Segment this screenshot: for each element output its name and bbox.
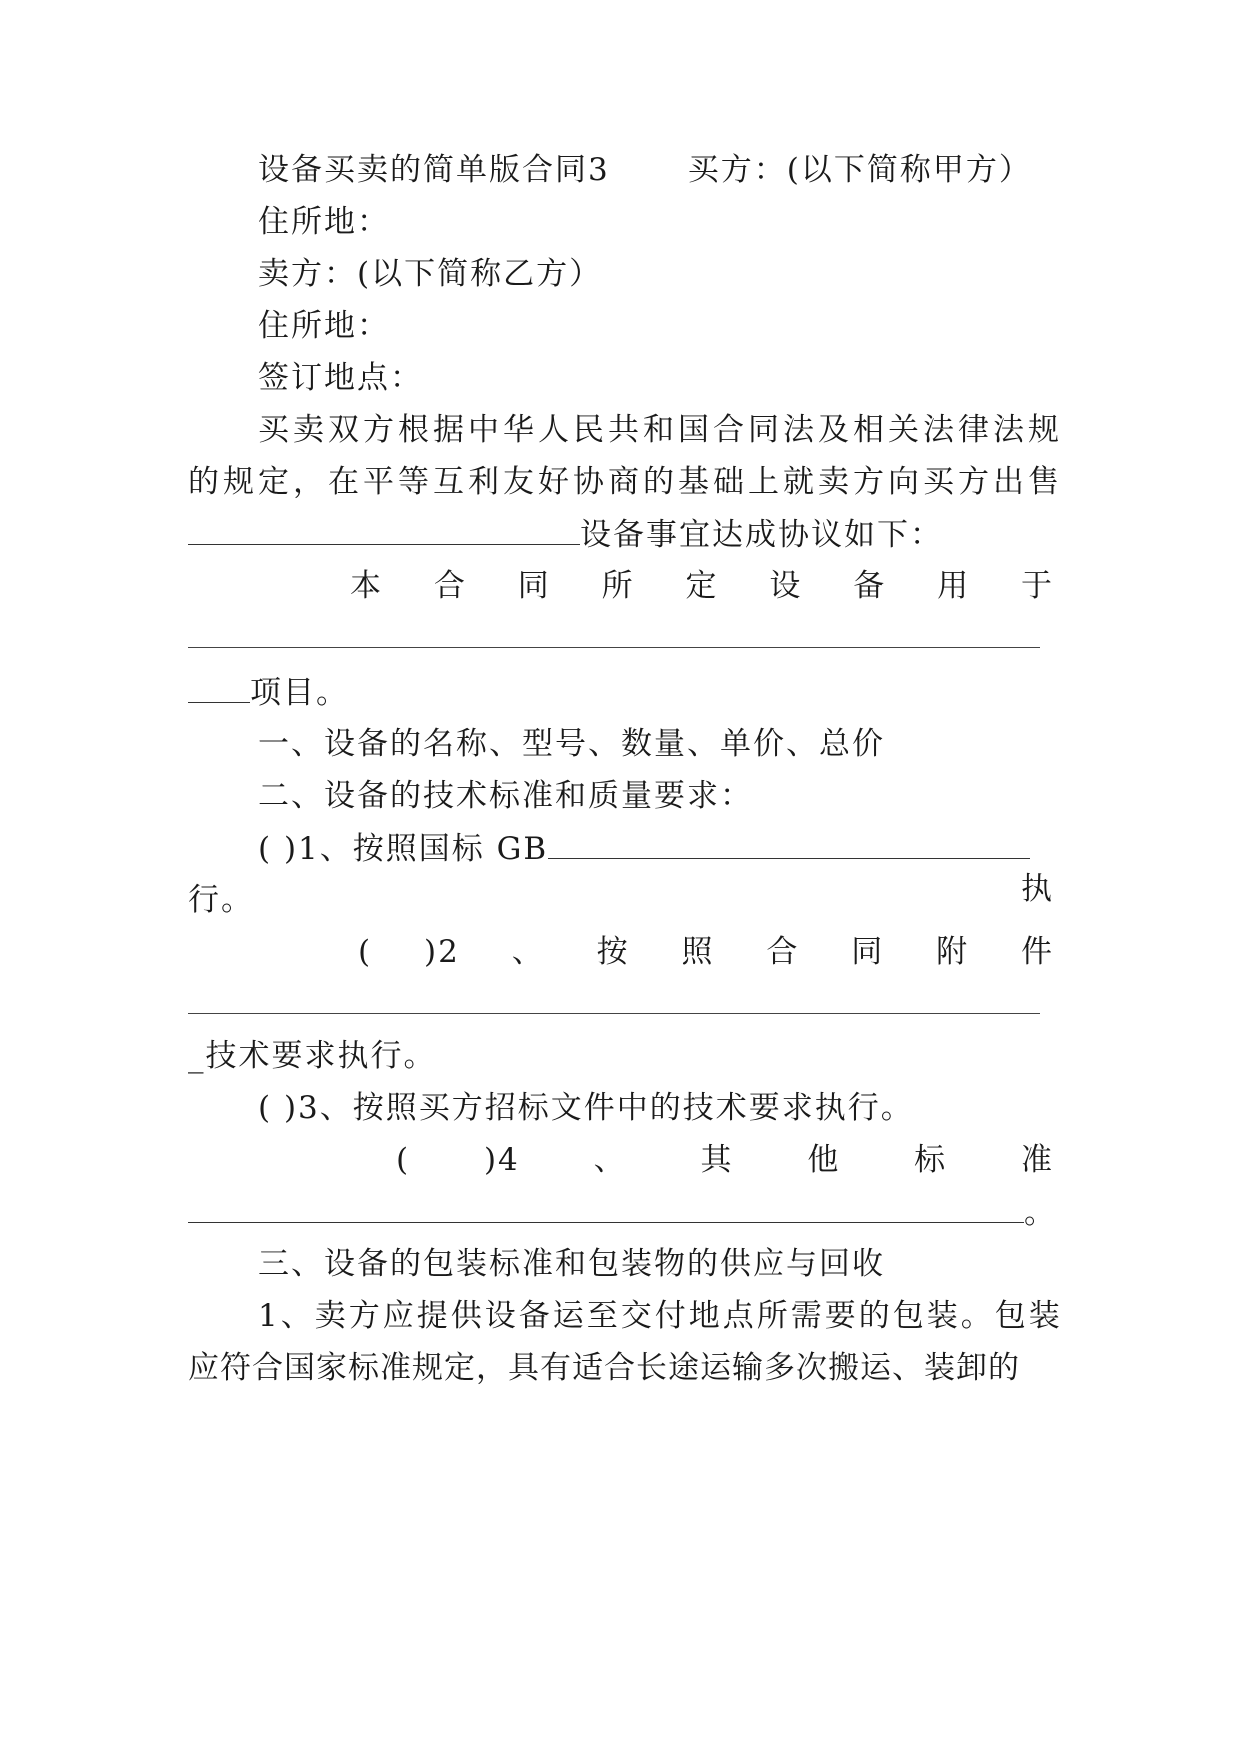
item-2-word: (: [358, 934, 373, 970]
section-3-heading: 三、设备的包装标准和包装物的供应与回收: [258, 1246, 885, 1282]
item-4-line: [396, 1140, 1054, 1180]
usage-word: 定: [685, 568, 719, 604]
item-4-word: 其: [700, 1142, 734, 1178]
usage-line: [350, 566, 1054, 606]
blank-underline: [548, 828, 1030, 859]
blank-underline: [188, 1192, 1024, 1223]
item-2-word: 附: [936, 934, 970, 970]
item-3-line: ( )3、按照买方招标文件中的技术要求执行。: [258, 1090, 914, 1126]
seller-label: 卖方：(以下简称乙方）: [258, 256, 603, 292]
item-2-word: 、: [511, 934, 545, 970]
blank-underline: [188, 514, 580, 545]
sign-place: 签订地点：: [258, 360, 423, 396]
blank-underline-full: [188, 1012, 1040, 1014]
usage-end-line: [188, 672, 1054, 713]
item-4-end-line: [188, 1192, 1057, 1233]
blank-underline-full: [188, 646, 1040, 648]
item-4-word: 准: [1021, 1142, 1054, 1178]
section-1-heading: 一、设备的名称、型号、数量、单价、总价: [258, 726, 885, 762]
item-1-text: ( )1、按照国标 GB: [258, 831, 549, 867]
preamble-line-3: [188, 514, 1054, 555]
item-4-end: 。: [1024, 1195, 1057, 1231]
contract-title: 设备买卖的简单版合同3: [258, 152, 610, 188]
preamble-line-2: 的规定，在平等互利友好协商的基础上就卖方向买方出售: [188, 464, 1063, 500]
usage-word: 设: [769, 568, 803, 604]
preamble-line-1: 买卖双方根据中华人民共和国合同法及相关法律法规: [258, 412, 1063, 448]
buyer-label: 买方：(以下简称甲方）: [687, 152, 1032, 188]
usage-word: 同: [517, 568, 551, 604]
item-4-word: (: [396, 1142, 411, 1178]
section-2-heading: 二、设备的技术标准和质量要求：: [258, 778, 753, 814]
preamble-text-3: 设备事宜达成协议如下：: [580, 517, 943, 553]
buyer-address: 住所地：: [258, 204, 390, 240]
paragraph-1-line-2: 应符合国家标准规定，具有适合长途运输多次搬运、装卸的: [188, 1350, 1020, 1386]
item-2-word: 同: [851, 934, 885, 970]
paragraph-1-line-1: 1、卖方应提供设备运至交付地点所需要的包装。包装: [258, 1298, 1063, 1334]
item-2-line: [358, 932, 1054, 972]
item-4-word: 他: [807, 1142, 841, 1178]
item-2-word: 按: [596, 934, 630, 970]
blank-underline: [188, 672, 250, 703]
usage-word: 备: [853, 568, 887, 604]
usage-end-text: 项目。: [250, 675, 349, 711]
item-4-word: 标: [914, 1142, 948, 1178]
item-2-word: 件: [1020, 934, 1054, 970]
usage-word: 合: [433, 568, 467, 604]
title-line: [258, 150, 1124, 190]
item-1-tail: 执: [1021, 871, 1054, 907]
usage-word: 本: [350, 568, 383, 604]
usage-word: 所: [601, 568, 635, 604]
usage-word: 用: [937, 568, 971, 604]
item-2-end: _技术要求执行。: [188, 1038, 437, 1074]
item-4-word: )4: [483, 1142, 520, 1178]
item-2-word: 照: [681, 934, 715, 970]
item-4-word: 、: [593, 1142, 627, 1178]
item-2-word: )2: [423, 934, 460, 970]
item-2-word: 合: [766, 934, 800, 970]
item-1-continued: 行。: [188, 882, 254, 918]
seller-address: 住所地：: [258, 308, 390, 344]
usage-word: 于: [1021, 568, 1054, 604]
